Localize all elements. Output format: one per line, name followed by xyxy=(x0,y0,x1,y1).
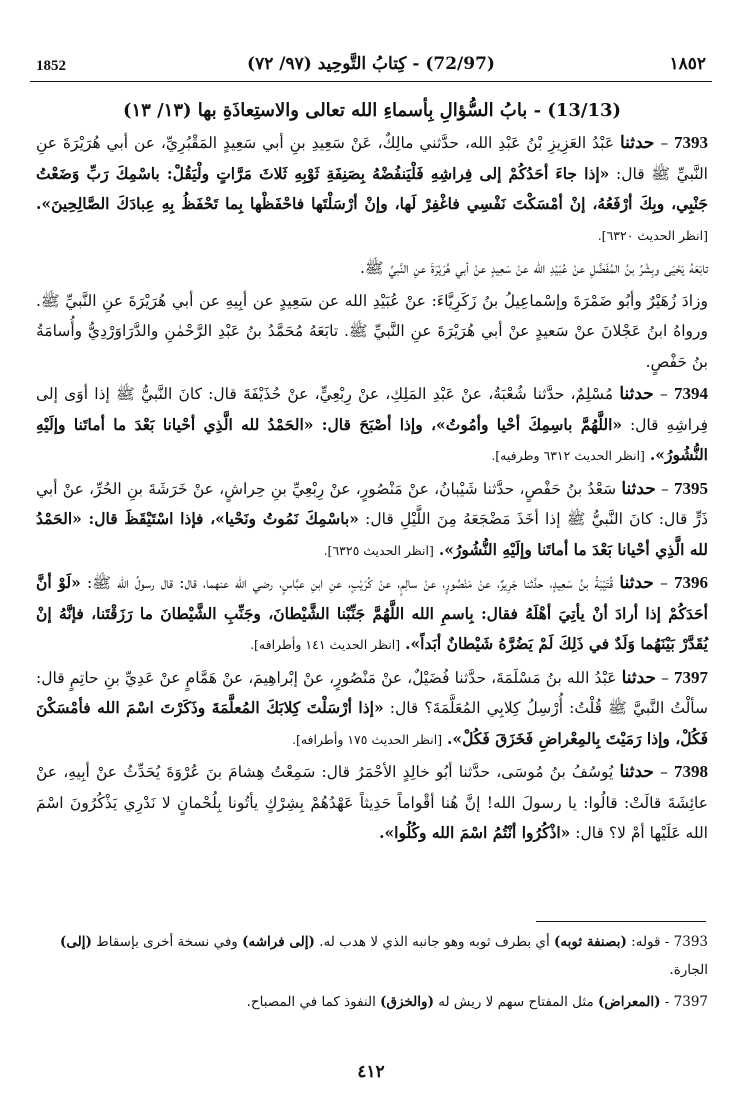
hadith-reference: [انظر الحديث ١٧٥ وأطرافه]. xyxy=(292,731,443,747)
hadith-paragraph: 7396 – حدثنا قُتَيْبَةُ بنُ سَعِيدٍ، حدَّثنا جَرِيرٌ، عنْ مَنْصُورٍ، عنْ سالِمٍ، عنْ كُرَيْبٍ، عنِ ابنِ عبَّاسٍ، رضي الله عنهما، قال: قال رسولُ الله ﷺ: «لَوْ أنَّ أحَدَكُمْ إذا أرادَ أنْ يأتِيَ أهْلَهُ فقال: بِاسمِ الله اللَّهُمَّ جَنِّبْنا الشَّيْطانَ، وجَنِّبِ الشَّيْطانَ ما رَزَقْتَنا، فإنَّهُ إنْ يُقَدَّرْ بَيْنَهُما وَلَدٌ في ذَلِكَ لَمْ يَضُرَّهُ شَيْطانٌ أبَداً». [انظر الحديث ١٤١ وأطرافه]. xyxy=(36,573,709,653)
footnote-text: مثل المفتاح سهم لا ريش له xyxy=(438,994,594,1010)
hadith-number: 7397 xyxy=(673,667,708,687)
hadith-number: 7394 xyxy=(674,384,708,403)
hadith-paragraph: 7394 – حدثنا مُسْلِمٌ، حدَّثنا شُعْبَةُ، عنْ عَبْدِ المَلِكِ، عنْ رِبْعِيٍّ، عنْ حُذَيْفَةَ قال: كانَ النَّبيُّ ﷺ إذا أوَى إلى فِراشِهِ قال: «اللَّهُمَّ باسِمِكَ أحْيا وأمُوتُ»، وإذا أصْبَحَ قال: «الحَمْدُ لله الَّذِي أحْيانا بَعْدَ ما أماتَنا وإلَيْهِ النُّشُورُ». [انظر الحديث ٦٣١٢ وطرفيه]. xyxy=(36,384,708,464)
hadith-text: مُسْلِمٌ، حدَّثنا شُعْبَةُ، عنْ عَبْدِ المَلِكِ، عنْ رِبْعِيٍّ، عنْ حُذَيْفَةَ قال: كانَ النَّبيُّ ﷺ إذا أوَى إلى فِراشِهِ قال: xyxy=(36,385,708,434)
hadith-keyword: حدثنا xyxy=(619,762,654,782)
hadith-prophetic-text: «باسْمِكَ نَمُوتُ ونَحْيا»، فإذا اسْتَيْقَظَ قال: «الحَمْدُ لله الَّذِي أحْيانا بَعْدَ ما أماتَنا وإلَيْهِ النُّشُورُ». xyxy=(36,509,708,559)
hadith-number: 7393 xyxy=(673,133,708,152)
hadith-paragraph xyxy=(36,253,708,284)
hadith-paragraph: 7395 – حدثنا سَعْدُ بنُ حَفْصٍ، حدَّثنا شَيْبانُ، عنْ مَنْصُورٍ، عنْ رِبْعِيِّ بنِ حِراشٍ، عنْ خَرَشَةَ بنِ الحُرِّ، عنْ أبي ذَرٍّ قال: كانَ النَّبيُّ ﷺ إذا أخَذَ مَضْجَعَهُ مِنَ اللَّيْلِ قال: «باسْمِكَ نَمُوتُ ونَحْيا»، فإذا اسْتَيْقَظَ قال: «الحَمْدُ لله الَّذِي أحْيانا بَعْدَ ما أماتَنا وإلَيْهِ النُّشُورُ». [انظر الحديث ٦٣٢٥]. xyxy=(36,478,709,559)
hadith-keyword: حدثنا xyxy=(619,133,655,153)
footnote-term: (والخزق) xyxy=(380,994,434,1010)
hadith-reference: [انظر الحديث ٦٣٢٥]. xyxy=(323,542,434,558)
hadith-paragraph: 7398 – حدثنا يُوسُفُ بنُ مُوسَى، حدَّثنا أبُو خالِدٍ الأحْمَرُ قال: سَمِعْتُ هِشامَ بنَ عُرْوَةَ يُحَدِّثُ عنْ أبِيهِ، عنْ عائِشَةَ قالَتْ: قالُوا: يا رسولَ الله! إنَّ هُنا أقْواماً حَدِيثاً عَهْدُهُمْ بِشِرْكٍ يأتُونا بِلُحْمانٍ لا نَدْرِي يَذْكُرُونَ اسْمَ الله عَلَيْها أمْ لا؟ قال: «اذْكُرُوا أنْتُمُ اسْمَ الله وكُلُوا». xyxy=(36,762,708,842)
footnote-number: 7393 - قوله: xyxy=(631,934,708,950)
page-number-latin: 1852 xyxy=(36,58,66,74)
page-header xyxy=(30,48,712,82)
hadith-prophetic-text: «إذا أرْسَلْتَ كِلابَكَ المُعلَّمَةَ وذَكَرْتَ اسْمَ الله فأمْسَكْنَ فَكُلْ، وإذا رَمَيْتَ بِالمِعْراضِ فَخَزَقَ فَكُلْ». xyxy=(36,698,708,748)
footnote-term: (المعراض) xyxy=(598,994,661,1010)
hadith-prophetic-text: «اللَّهُمَّ باسِمِكَ أحْيا وأمُوتُ»، وإذا أصْبَحَ قال: «الحَمْدُ لله الَّذِي أحْيانا بَعْدَ ما أماتَنا وإلَيْهِ النُّشُورُ». xyxy=(36,414,708,464)
footnote-text: وفي نسخة أخرى بإسقاط xyxy=(96,934,238,950)
hadith-text: وزادَ زُهَيْرٌ وأبُو ضَمْرَةَ وإسْماعِيلُ بنُ زَكَرِيَّاءَ: عنْ عُبَيْدِ الله عن سَعِيدٍ عن أبِيهِ عن أبي هُرَيْرَةَ عنِ النَّبيِّ ﷺ. ورواهُ ابنُ عَجْلانَ عنْ سَعيدٍ عنْ أبي هُرَيْرَةَ عنِ النَّبيِّ ﷺ. تابَعَهُ مُحَمَّدُ بنُ عَبْدِ الرَّحْمٰنِ والدَّرَاوَرْدِيُّ وأُسامَةُ بنُ حَفْصٍ. xyxy=(36,291,708,371)
footnote xyxy=(36,928,708,984)
main-text xyxy=(36,96,708,851)
hadith-prophetic-text: «لَوْ أنَّ أحَدَكُمْ إذا أرادَ أنْ يأتِيَ أهْلَهُ فقال: بِاسمِ الله اللَّهُمَّ جَنِّبْنا الشَّيْطانَ، وجَنِّبِ الشَّيْطانَ ما رَزَقْتَنا، فإنَّهُ إنْ يُقَدَّرْ بَيْنَهُما وَلَدٌ في ذَلِكَ لَمْ يَضُرَّهُ شَيْطانٌ أبَداً». xyxy=(36,573,708,653)
hadith-keyword: حدثنا xyxy=(619,573,654,593)
hadith-keyword: حدثنا xyxy=(619,384,654,404)
footnote-divider xyxy=(536,921,706,922)
footnote-term: (بصنفة ثوبه) xyxy=(554,934,627,950)
footnote-term: (إلى) xyxy=(60,934,92,950)
hadith-keyword: حدثنا xyxy=(621,667,657,688)
footnote-term: (إلى فراشه) xyxy=(242,934,315,950)
bottom-page-number: ٤١٢ xyxy=(357,1062,385,1082)
footnote xyxy=(36,988,708,1016)
footnote-text: النفوذ كما في المصباح. xyxy=(246,994,376,1010)
hadith-text: تابَعَهُ يَحْيَى وبِشْرُ بنُ المُفَضَّلِ عنْ عُبَيْدِ الله عنْ سَعِيدٍ عنْ أبي هُرَيْرَةَ عنِ النَّبيِّ ﷺ. xyxy=(359,259,708,277)
hadith-text: عَبْدُ الله بنُ مَسْلَمَةَ، حدَّثنا فُضَيْلٌ، عنْ مَنْصُورٍ، عنْ إبْراهِيمَ، عنْ هَمَّامٍ عنْ عَدِيِّ بنِ حاتِمٍ قال: سألْتُ النَّبيَّ ﷺ قُلْتُ: أُرْسِلُ كِلابِي المُعَلَّمَةَ؟ قال: xyxy=(36,668,708,717)
footnote-text: أي بطرف ثوبه وهو جانبه الذي لا هدب له. xyxy=(319,934,550,950)
hadith-prophetic-text: «اذْكُرُوا أنْتُمُ اسْمَ الله وكُلُوا». xyxy=(379,823,571,842)
footnotes xyxy=(36,928,708,1020)
hadith-reference: [انظر الحديث ٦٣١٢ وطرفيه]. xyxy=(491,448,645,463)
hadith-text: يُوسُفُ بنُ مُوسَى، حدَّثنا أبُو خالِدٍ الأحْمَرُ قال: سَمِعْتُ هِشامَ بنَ عُرْوَةَ يُحَدِّثُ عنْ أبِيهِ، عنْ عائِشَةَ قالَتْ: قالُوا: يا رسولَ الله! إنَّ هُنا أقْواماً حَدِيثاً عَهْدُهُمْ بِشِرْكٍ يأتُونا بِلُحْمانٍ لا نَدْرِي يَذْكُرُونَ اسْمَ الله عَلَيْها أمْ لا؟ قال: xyxy=(36,763,708,842)
hadith-prophetic-text: «إذا جاءَ أحَدُكُمْ إلى فِراشِهِ فَلْيَنفُضْهُ بِصَنِفَةِ ثَوْبِهِ ثَلاثَ مَرَّاتٍ ولْيَقُلْ: باسْمِكَ رَبِّ وَضَعْتُ جَنْبِي، وبِكَ أرْفَعُهُ، إنْ أمْسَكْتَ نَفْسِي فاغْفِرْ لَها، وإنْ أرْسَلْتَها فاحْفَظْها بِما تَحْفَظُ بِهِ عِبادَكَ الصَّالِحِينَ». xyxy=(36,163,708,213)
hadith-text: قُتَيْبَةُ بنُ سَعِيدٍ، حدَّثنا جَرِيرٌ، عنْ مَنْصُورٍ، عنْ سالِمٍ، عنْ كُرَيْبٍ، عنِ ابنِ عبَّاسٍ، رضي الله عنهما، قال: قال رسولُ الله ﷺ: xyxy=(86,574,614,592)
hadith-paragraph xyxy=(36,286,708,378)
page-number-arabic: ١٨٥٢ xyxy=(669,54,706,74)
hadith-list xyxy=(36,128,708,849)
hadith-number: 7395 xyxy=(674,478,708,498)
hadith-paragraph: 7393 – حدثنا عَبْدُ العَزِيزِ بْنُ عَبْدِ الله، حدَّثني مالِكٌ، عَنْ سَعِيدِ بنِ أبي سَعِيدٍ المَقْبُرِيِّ، عن أبي هُرَيْرَةَ عنِ النَّبيِّ ﷺ قال: «إذا جاءَ أحَدُكُمْ إلى فِراشِهِ فَلْيَنفُضْهُ بِصَنِفَةِ ثَوْبِهِ ثَلاثَ مَرَّاتٍ ولْيَقُلْ: باسْمِكَ رَبِّ وَضَعْتُ جَنْبِي، وبِكَ أرْفَعُهُ، إنْ أمْسَكْتَ نَفْسِي فاغْفِرْ لَها، وإنْ أرْسَلْتَها فاحْفَظْها بِما تَحْفَظُ بِهِ عِبادَكَ الصَّالِحِينَ». [انظر الحديث ٦٣٢٠]. xyxy=(36,133,708,243)
chapter-title: (13/13) - بابُ السُّؤالِ بِأسماءِ الله تعالى والاستِعاذَةِ بها (١٣/ ١٣) xyxy=(122,100,622,121)
hadith-reference: [انظر الحديث ٦٣٢٠]. xyxy=(597,227,708,243)
hadith-reference: [انظر الحديث ١٤١ وأطرافه]. xyxy=(250,637,401,652)
hadith-text: عَبْدُ العَزِيزِ بْنُ عَبْدِ الله، حدَّثني مالِكٌ، عَنْ سَعِيدِ بنِ أبي سَعِيدٍ المَقْبُرِيِّ، عن أبي هُرَيْرَةَ عنِ النَّبيِّ ﷺ قال: xyxy=(36,134,708,183)
hadith-keyword: حدثنا xyxy=(621,478,656,499)
hadith-text: سَعْدُ بنُ حَفْصٍ، حدَّثنا شَيْبانُ، عنْ مَنْصُورٍ، عنْ رِبْعِيِّ بنِ حِراشٍ، عنْ خَرَشَةَ بنِ الحُرِّ، عنْ أبي ذَرٍّ قال: كانَ النَّبيُّ ﷺ إذا أخَذَ مَضْجَعَهُ مِنَ اللَّيْلِ قال: xyxy=(36,479,709,528)
footnote-text: الجارة. xyxy=(669,962,708,978)
footnote-number: 7397 - xyxy=(664,994,708,1010)
hadith-paragraph: 7397 – حدثنا عَبْدُ الله بنُ مَسْلَمَةَ، حدَّثنا فُضَيْلٌ، عنْ مَنْصُورٍ، عنْ إبْراهِيمَ، عنْ هَمَّامٍ عنْ عَدِيِّ بنِ حاتِمٍ قال: سألْتُ النَّبيَّ ﷺ قُلْتُ: أُرْسِلُ كِلابِي المُعَلَّمَةَ؟ قال: «إذا أرْسَلْتَ كِلابَكَ المُعلَّمَةَ وذَكَرْتَ اسْمَ الله فأمْسَكْنَ فَكُلْ، وإذا رَمَيْتَ بِالمِعْراضِ فَخَزَقَ فَكُلْ». [انظر الحديث ١٧٥ وأطرافه]. xyxy=(36,667,708,748)
hadith-number: 7398 xyxy=(673,762,708,781)
hadith-number: 7396 xyxy=(674,573,709,592)
book-title: (72/97) - كِتابُ التَّوحِيد (٩٧/ ٧٢) xyxy=(247,54,495,74)
